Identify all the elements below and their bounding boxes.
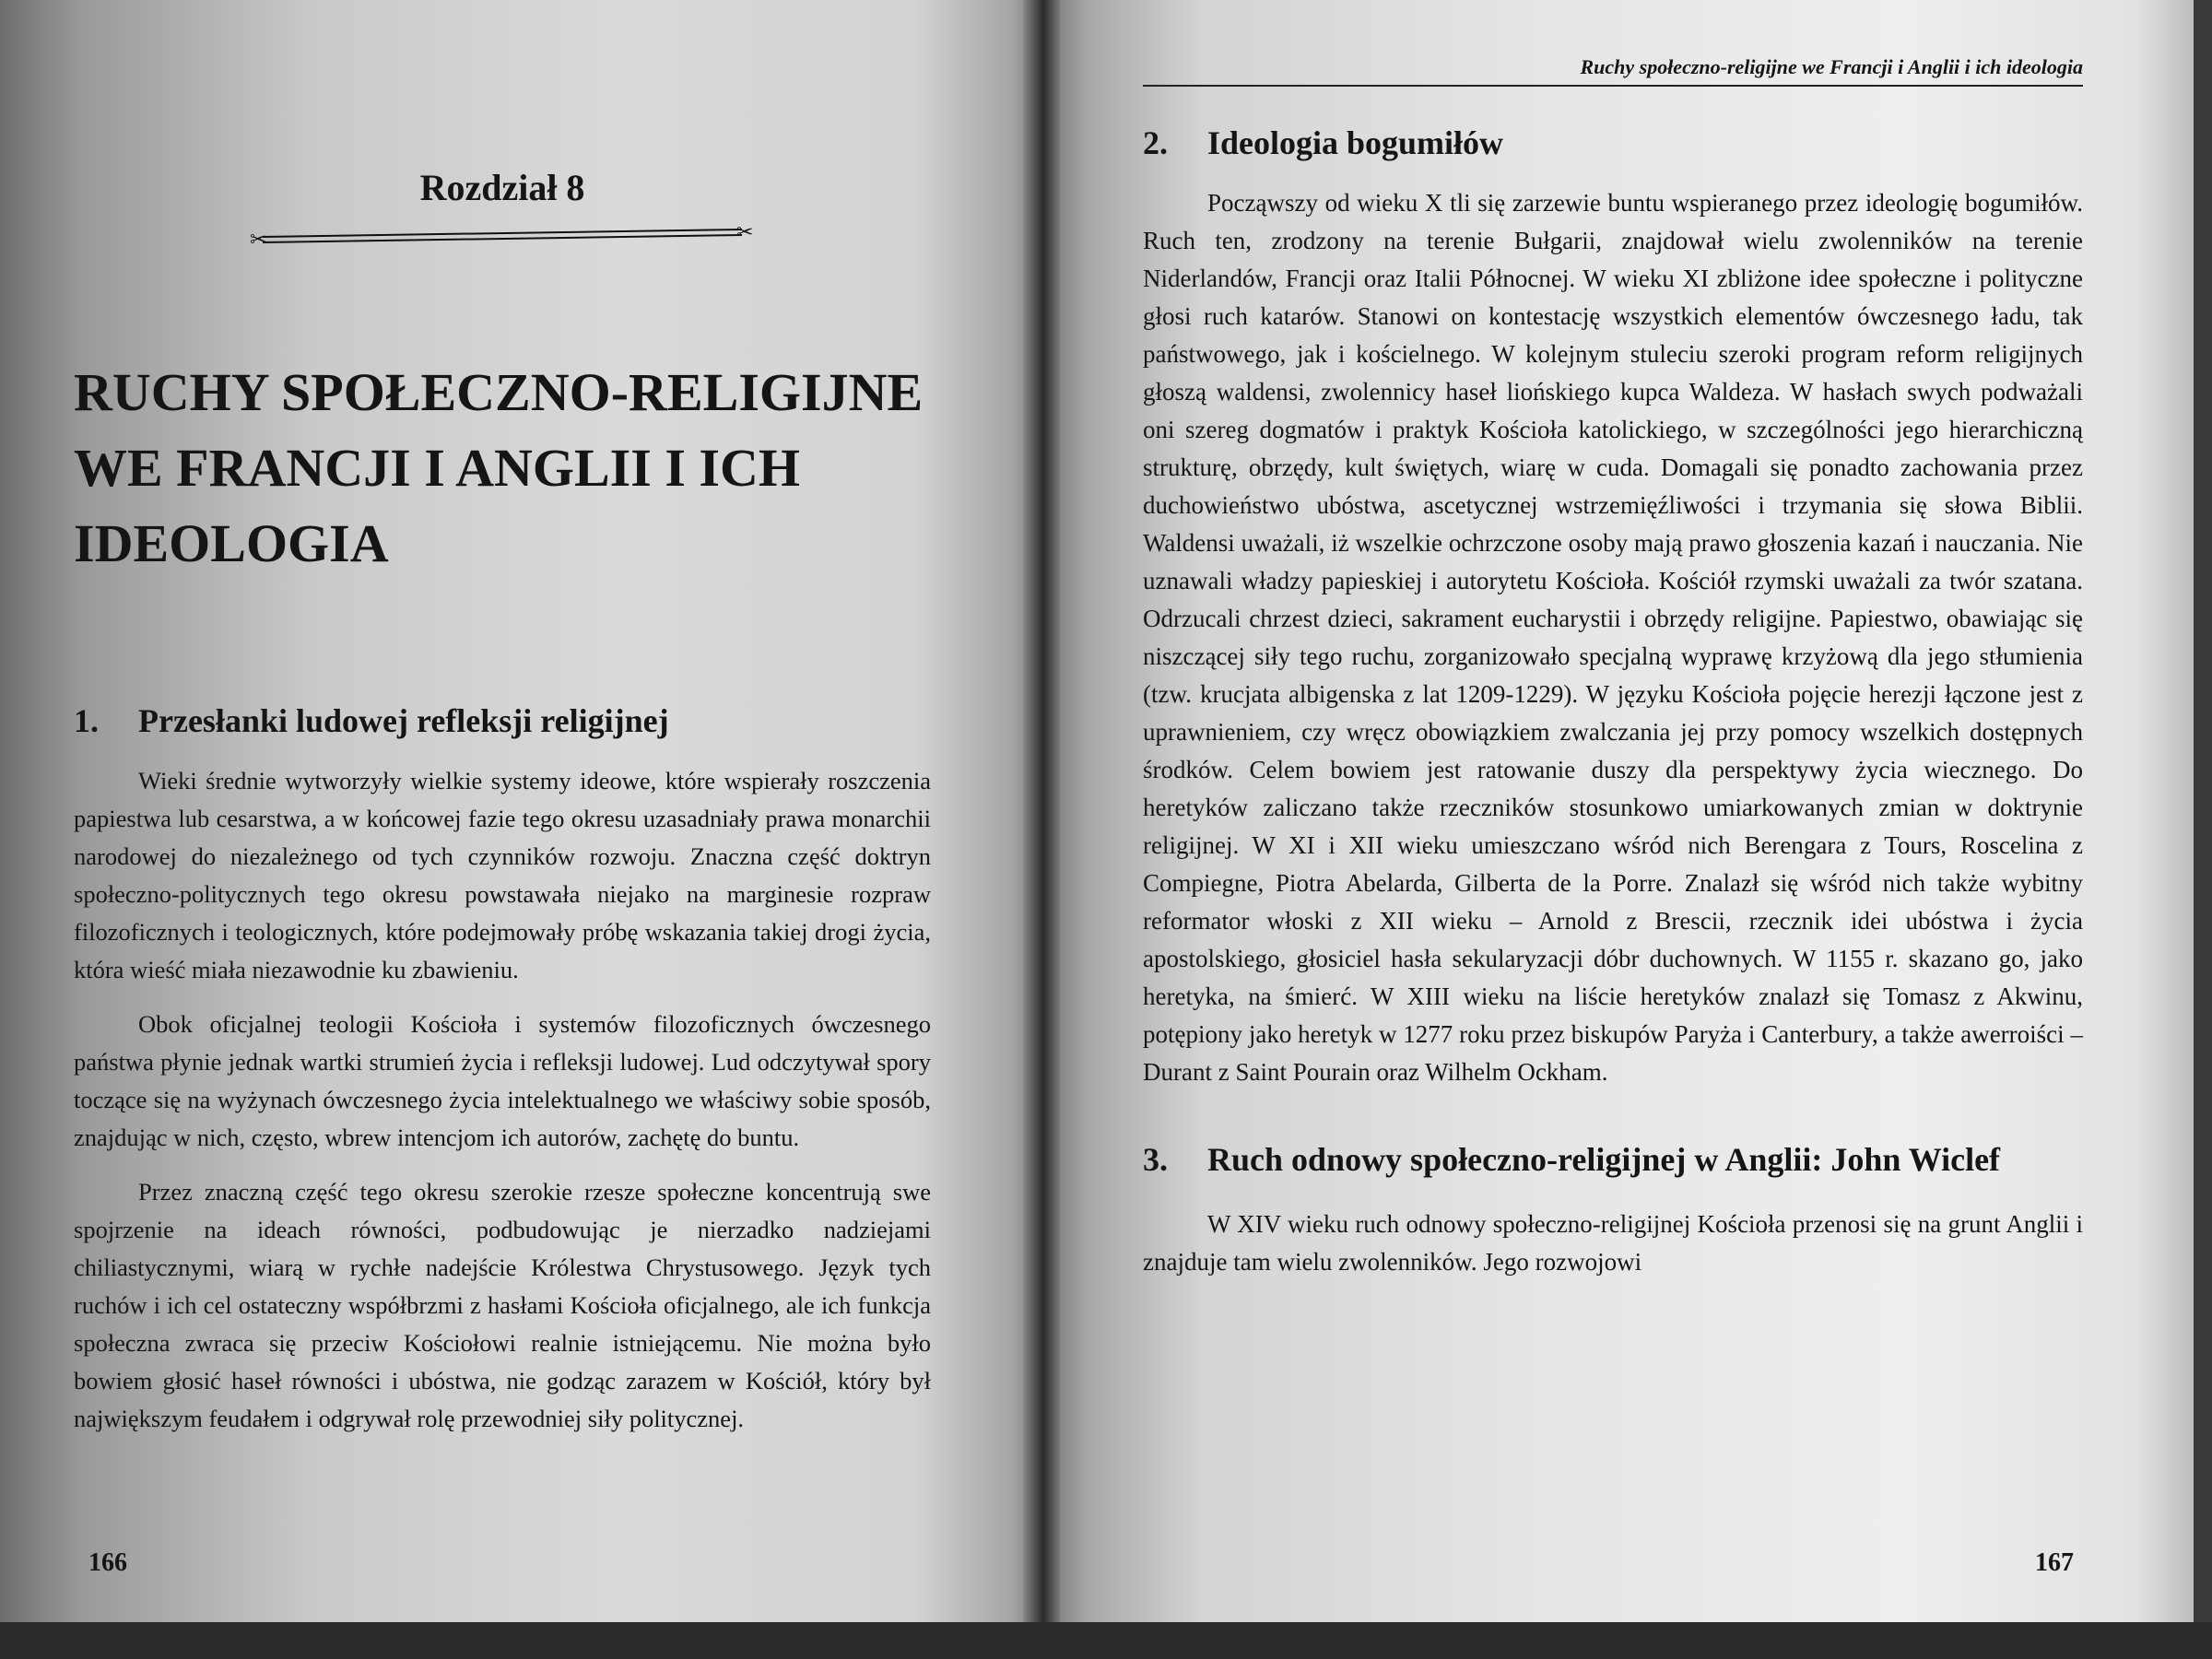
section-2-body bbox=[1143, 184, 2083, 1091]
page-number: 167 bbox=[2035, 1548, 2074, 1577]
section-number: 1. bbox=[74, 702, 99, 739]
section-number: 2. bbox=[1143, 124, 1168, 161]
page-number: 166 bbox=[88, 1548, 127, 1577]
paragraph: W XIV wieku ruch odnowy społeczno-religijnej Kościoła przenosi się na grunt Anglii i znajduje tam wielu zwolenników. Jego rozwojowi bbox=[1143, 1210, 2083, 1276]
section-heading-1 bbox=[74, 701, 931, 740]
running-header: Ruchy społeczno-religijne we Francji i Anglii i ich ideologia bbox=[1143, 55, 2083, 87]
table-edge bbox=[0, 1622, 2212, 1659]
paragraph: Wieki średnie wytworzyły wielkie systemy ideowe, które wspierały roszczenia papiestwa lub cesarstwa, a w końcowej fazie tego okresu uzasadniały prawa monarchii narodowej do niezależnego od tych czynników rozwoju. Znaczna część doktryn społeczno-politycznych tego okresu powstawała niejako na marginesie rozpraw filozoficznych i teologicznych, które podejmowały próbę wskazania takiej drogi życia, która wieść miała niezawodnie ku zbawieniu. bbox=[74, 767, 931, 983]
chapter-ornament bbox=[244, 217, 760, 253]
section-3-body bbox=[1143, 1206, 2083, 1281]
paragraph: Począwszy od wieku X tli się zarzewie buntu wspieranego przez ideologię bogumiłów. Ruch ten, zrodzony na terenie Bułgarii, znajdował wielu zwolenników na terenie Niderlandów, Francji oraz Italii Północnej. W wieku XI zbliżone idee społeczne i polityczne głosi ruch katarów. Stanowi on kontestację wszystkich elementów ówczesnego ładu, tak państwowego, jak i kościelnego. W kolejnym stuleciu szeroki program reform religijnych głoszą waldensi, zwolennicy haseł liońskiego kupca Waldeza. W hasłach swych podważali oni szereg dogmatów i praktyk Kościoła katolickiego, w szczególności jego hierarchiczną strukturę, obrzędy, kult świętych, wiarę w cuda. Domagali się ponadto zachowania przez duchowieństwo ubóstwa, ascetycznej wstrzemięźliwości i trzymania się słowa Biblii. Waldensi uważali, iż wszelkie ochrzczone osoby mają prawo głoszenia kazań i nauczania. Nie uznawali władzy papieskiej i autorytetu Kościoła. Kościół rzymski uważali za twór szatana. Odrzucali chrzest dzieci, sakrament eucharystii i obrzędy religijne. Papiestwo, obawiając się niszczącej siły tego ruchu, zorganizowało specjalną wyprawę krzyżową dla jego stłumienia (tzw. krucjata albigenska z lat 1209-1229). W języku Kościoła pojęcie herezji łączone jest z uprawnieniem, czy wręcz obowiązkiem zwalczania jej przy pomocy wszelkich dostępnych środków. Celem bowiem jest ratowanie duszy dla perspektywy życia wiecznego. Do heretyków zaliczano także rzeczników stosunkowo umiarkowanych zmian w doktrynie religijnej. W XI i XII wieku umieszczano wśród nich Berengara z Tours, Roscelina z Compiegne, Piotra Abelarda, Gilberta de la Porre. Znalazł się wśród nich także wybitny reformator włoski z XII wieku – Arnold z Brescii, rzecznik idei ubóstwa i życia apostolskiego, głosiciel hasła sekularyzacji dóbr duchownych. W 1155 r. skazano go, jako heretyka, na śmierć. W XIII wieku na liście heretyków znalazł się Tomasz z Akwinu, potępiony jako heretyk w 1277 roku przez biskupów Paryża i Canterbury, a także awerroiści – Durant z Saint Pourain oraz Wilhelm Ockham. bbox=[1143, 189, 2083, 1086]
section-title: Ruch odnowy społeczno-religijnej w Anglii: John Wiclef bbox=[1207, 1141, 2001, 1178]
chapter-title: RUCHY SPOŁECZNO-RELIGIJNE WE FRANCJI I ANGLII I ICH IDEOLOGIA bbox=[74, 362, 924, 573]
section-number: 3. bbox=[1143, 1141, 1168, 1178]
paragraph: Obok oficjalnej teologii Kościoła i systemów filozoficznych ówczesnego państwa płynie jednak wartki strumień życia i refleksji ludowej. Lud odczytywał spory toczące się na wyżynach ówczesnego życia intelektualnego we właściwy sobie sposób, znajdując w nich, często, wbrew intencjom ich autorów, zachętę do buntu. bbox=[74, 1010, 931, 1151]
chapter-label: Rozdział 8 bbox=[419, 167, 585, 208]
svg-text:✂: ✂ bbox=[736, 221, 754, 244]
paragraph: Przez znaczną część tego okresu szerokie rzesze społeczne koncentrują swe spojrzenie na ideach równości, podbudowując je nierzadko nadziejami chiliastycznymi, wiarą w rychłe nadejście Królestwa Chrystusowego. Język tych ruchów i ich cel ostateczny współbrzmi z hasłami Kościoła oficjalnego, ale ich funkcja społeczna zwraca się przeciw Kościołowi realnie istniejącemu. Nie można było bowiem głosić haseł równości i ubóstwa, nie godząc zarazem w Kościół, który był największym feudałem i odgrywał rolę przewodniej siły politycznej. bbox=[74, 1178, 931, 1432]
section-heading-3 bbox=[1143, 1135, 2083, 1183]
left-page bbox=[0, 0, 1041, 1622]
svg-text:✂: ✂ bbox=[250, 229, 267, 252]
section-title: Ideologia bogumiłów bbox=[1207, 124, 1504, 161]
right-page bbox=[1041, 0, 2194, 1622]
book-gutter bbox=[1023, 0, 1060, 1659]
section-heading-2 bbox=[1143, 124, 2083, 162]
section-title: Przesłanki ludowej refleksji religijnej bbox=[138, 702, 669, 739]
section-1-body bbox=[74, 762, 931, 1438]
